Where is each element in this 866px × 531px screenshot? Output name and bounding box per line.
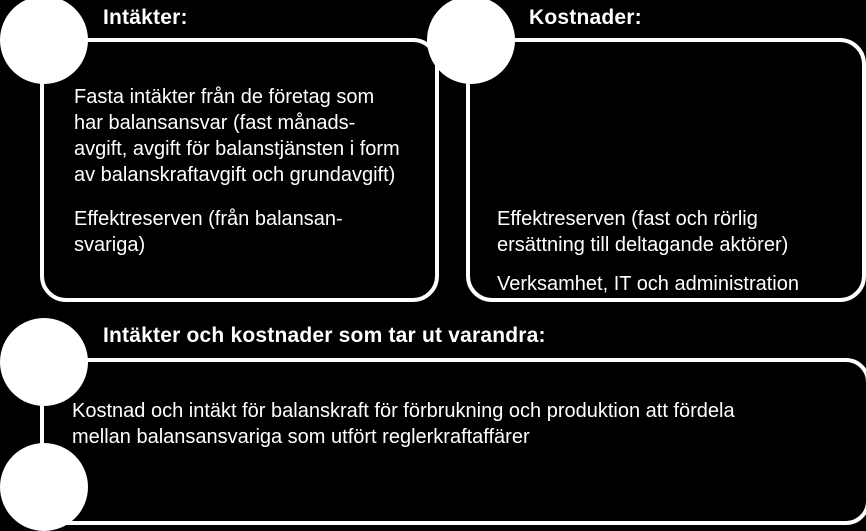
- income-item-2: Effektreserven (från balansan- svariga): [74, 208, 343, 256]
- income-title: Intäkter:: [103, 6, 188, 29]
- costs-title: Kostnader:: [529, 6, 642, 29]
- costs-circle-marker: [427, 0, 515, 84]
- income-item-1: Fasta intäkter från de företag som har balansansvar (fast månads- avgift, avgift för balanstjänsten i form av balanskraftavgift och grundavgift): [74, 86, 400, 186]
- costs-item-1: Effektreserven (fast och rörlig ersättning till deltagande aktörer): [497, 208, 789, 256]
- offsetting-circle-marker-bottom: [0, 443, 88, 531]
- offsetting-title: Intäkter och kostnader som tar ut varandra:: [103, 324, 546, 347]
- offsetting-item-1: Kostnad och intäkt för balanskraft för förbrukning och produktion att fördela mellan balansansvariga som utfört reglerkraftaffärer: [72, 400, 735, 448]
- income-circle-marker: [0, 0, 88, 84]
- costs-box: [466, 38, 866, 302]
- costs-item-2: Verksamhet, IT och administration: [497, 273, 799, 295]
- offsetting-circle-marker-top: [0, 318, 88, 406]
